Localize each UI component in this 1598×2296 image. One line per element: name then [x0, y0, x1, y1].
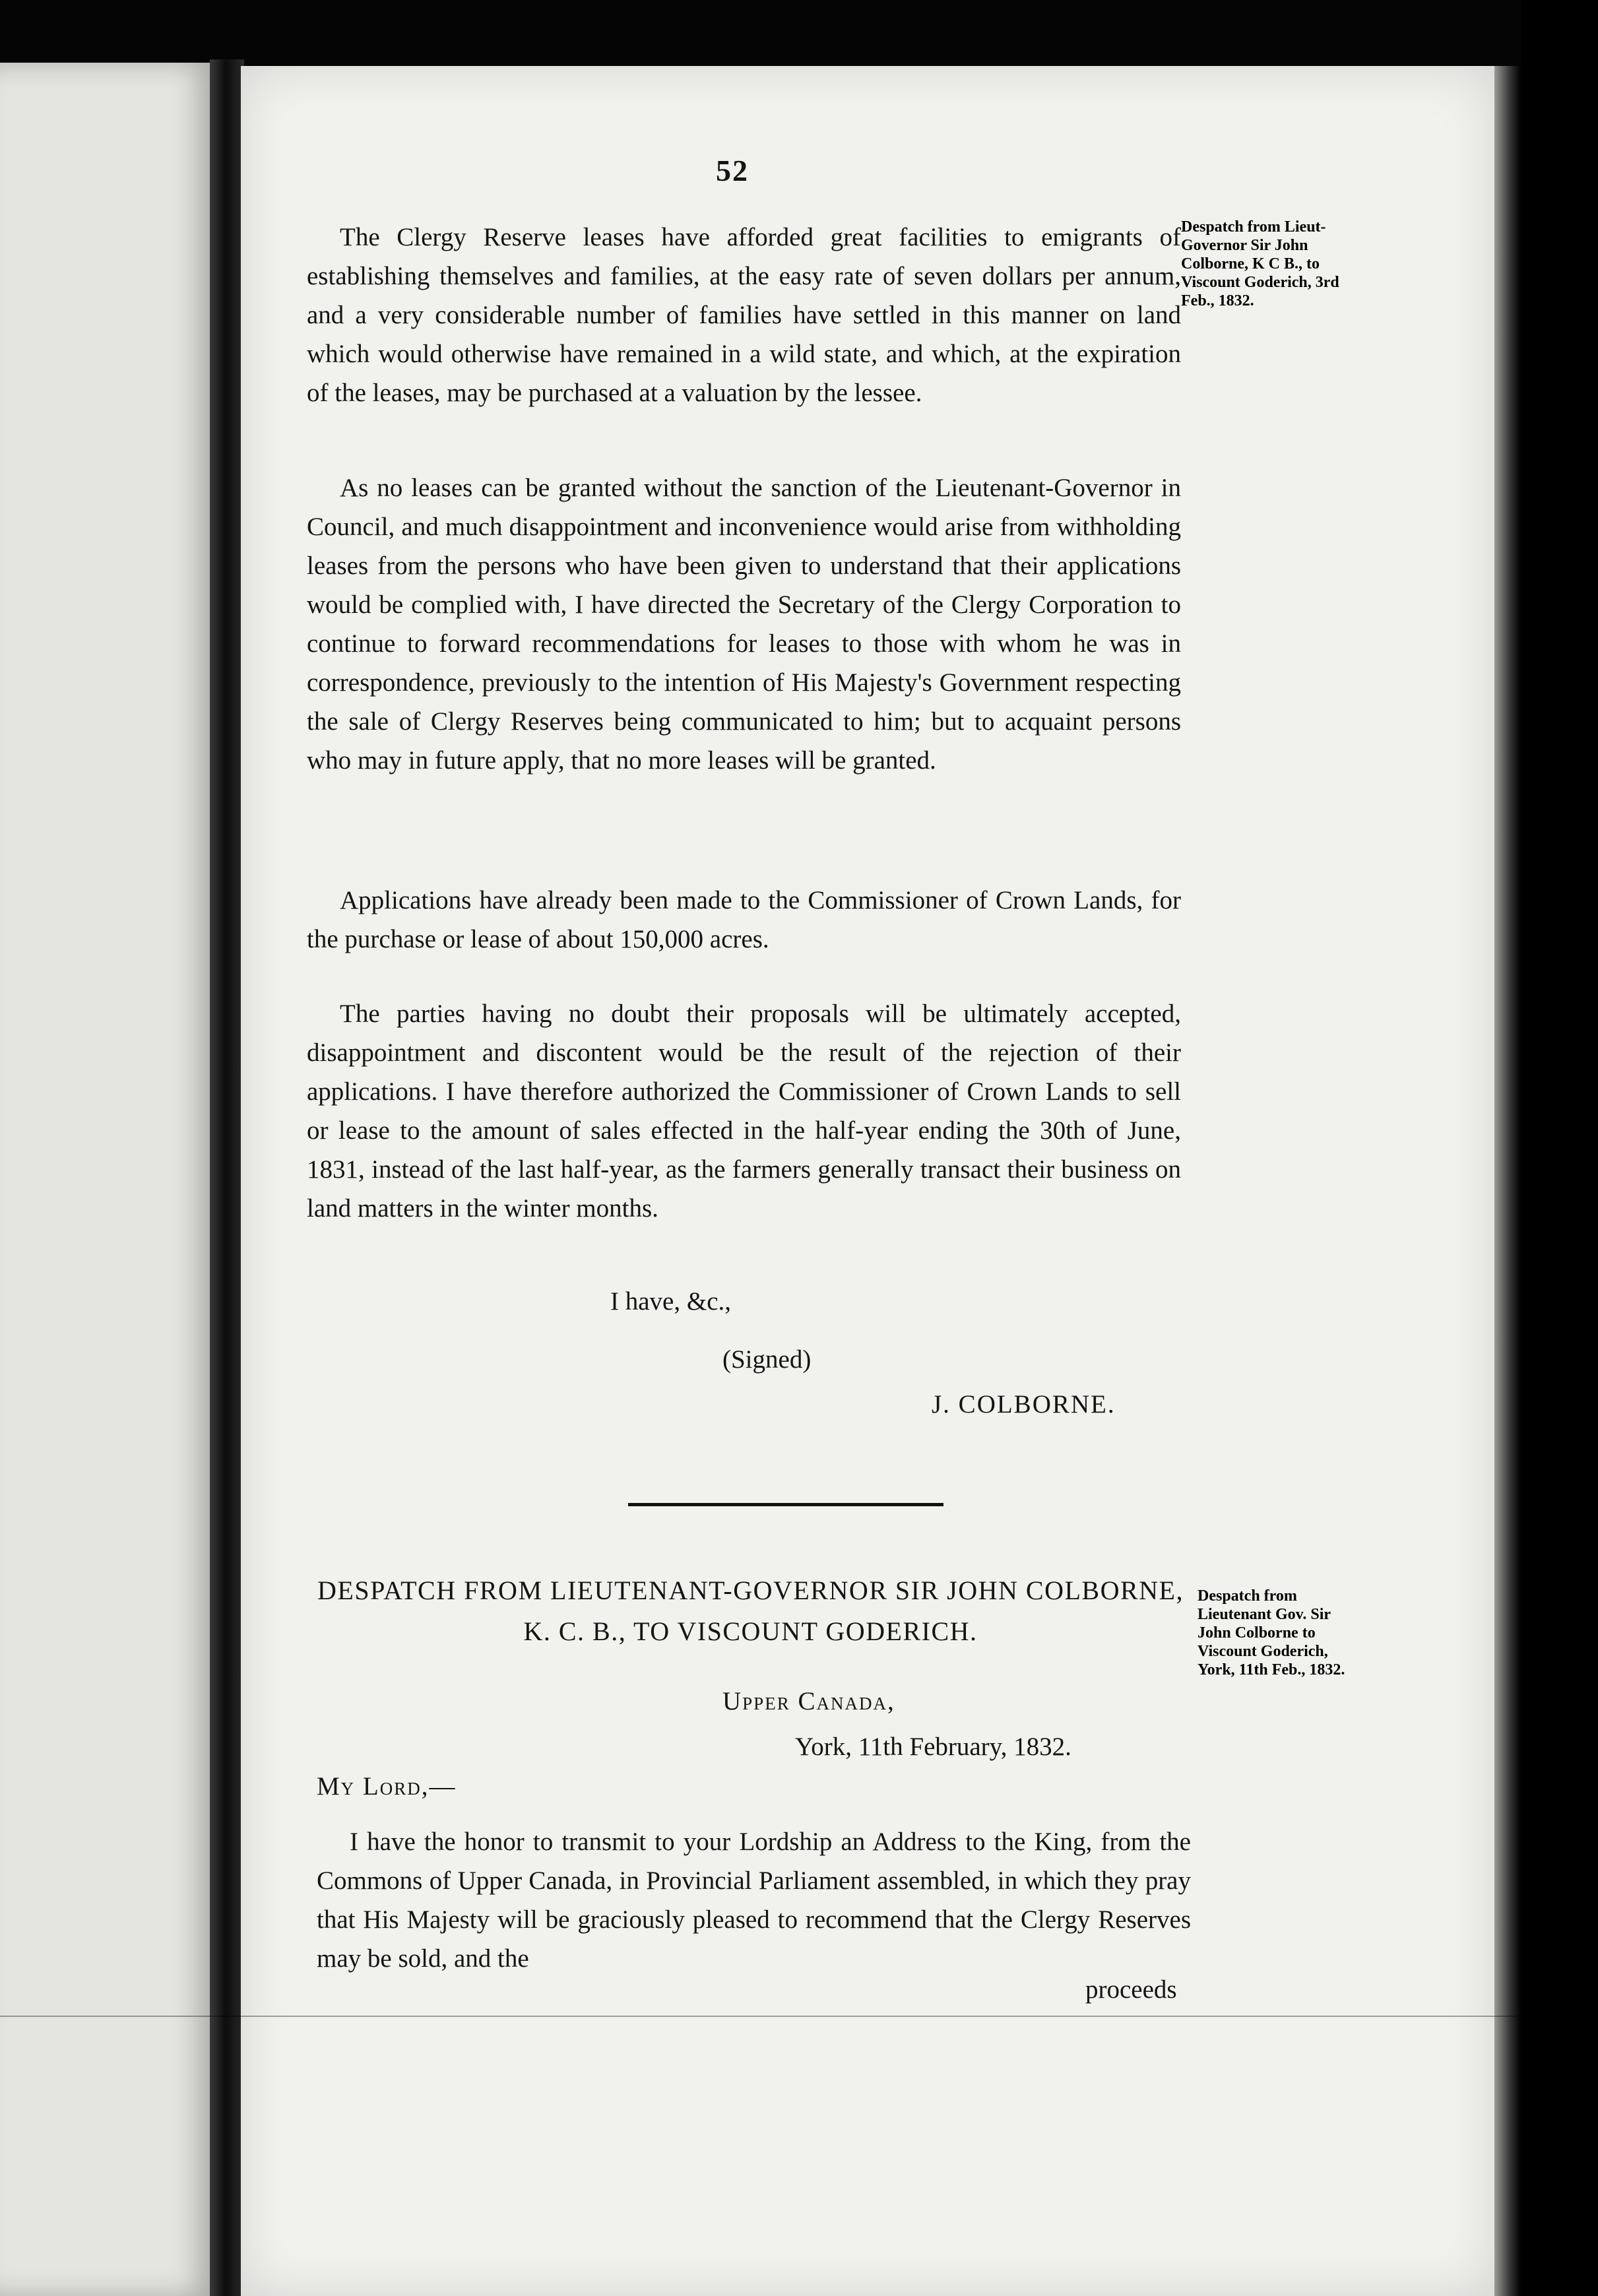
catchword: proceeds	[1085, 1975, 1177, 2004]
paragraph-lease-sanction: As no leases can be granted without the sanction of the Lieutenant-Governor in Council, and much disappointment and inconvenience would arise from withholding leases from the persons who have been given to understand that their applications would be complied with, I have directed the Secretary of the Clergy Corporation to continue to forward recommendations for leases to those with whom he was in correspondence, previously to the intention of His Majesty's Government respecting the sale of Clergy Reserves being communicated to him; but to acquaint persons who may in future apply, that no more leases will be granted.	[307, 474, 1181, 775]
paragraph-clergy-leases: The Clergy Reserve leases have afforded great facilities to emigrants of establishing themselves and families, at the easy rate of seven dollars per annum, and a very considerable number of families have settled in this manner on land which would otherwise have remained in a wild state, and which, at the expiration of the leases, may be purchased at a valuation by the lessee.	[307, 223, 1181, 407]
dateline: York, 11th February, 1832.	[795, 1733, 1071, 1761]
sidenote-despatch-feb-3: Despatch from Lieut-Governor Sir John Colborne, K C B., to Viscount Goderich, 3rd Feb., 1832.	[1181, 218, 1339, 309]
signature: J. COLBORNE.	[932, 1390, 1116, 1419]
despatch-heading: DESPATCH FROM LIEUTENANT-GOVERNOR SIR JOHN COLBORNE, K. C. B., TO VISCOUNT GODERICH.	[317, 1576, 1184, 1646]
facing-page-strip	[0, 63, 218, 2296]
page-number: 52	[716, 154, 749, 187]
address-line: My Lord,—	[317, 1772, 457, 1801]
fold-line	[0, 2016, 1518, 2017]
closing-signed: (Signed)	[722, 1345, 812, 1374]
scan-border-right	[1521, 0, 1598, 2296]
paragraph-applications: Applications have already been made to the Commissioner of Crown Lands, for the purchase or lease of about 150,000 acres.	[307, 886, 1181, 953]
paragraph-parties: The parties having no doubt their proposals will be ultimately accepted, disappointment and discontent would be the result of the rejection of their applications. I have therefore authorized the Commissioner of Crown Lands to sell or lease to the amount of sales effected in the half-year ending the 30th of June, 1831, instead of the last half-year, as the farmers generally transact their business on land matters in the winter months.	[307, 1000, 1181, 1223]
page-edge-shadow	[1494, 66, 1521, 2296]
place-line: Upper Canada,	[722, 1687, 895, 1715]
sidenote-despatch-feb-11: Despatch from Lieutenant Gov. Sir John Colborne to Viscount Goderich, York, 11th Feb., 1832.	[1198, 1587, 1345, 1678]
paragraph-transmit-address: I have the honor to transmit to your Lordship an Address to the King, from the Commons of Upper Canada, in Provincial Parliament assembled, in which they pray that His Majesty will be graciously pleased to recommend that the Clergy Reserves may be sold, and the	[317, 1828, 1191, 1973]
section-divider	[628, 1503, 943, 1506]
book-spine	[210, 59, 244, 2296]
closing-salutation: I have, &c.,	[610, 1287, 732, 1316]
